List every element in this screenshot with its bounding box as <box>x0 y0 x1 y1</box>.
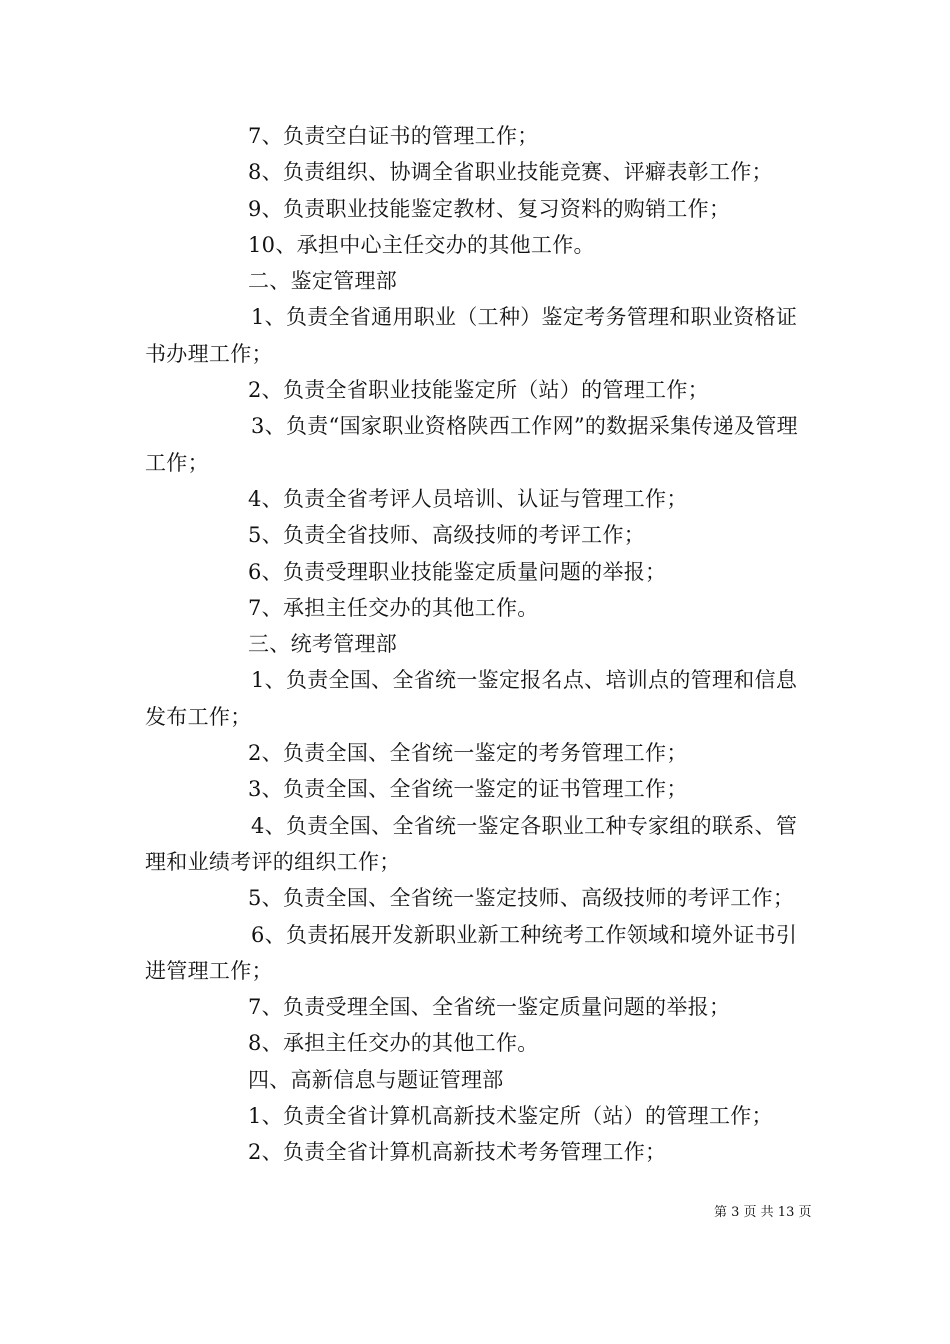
paragraph: 7、承担主任交办的其他工作。 <box>248 595 539 620</box>
paragraph: 二、鉴定管理部 <box>248 269 398 294</box>
paragraph: 1、负责全国、全省统一鉴定报名点、培训点的管理和信息发布工作； <box>145 668 798 729</box>
paragraph: 8、承担主任交办的其他工作。 <box>248 1031 539 1056</box>
paragraph: 6、负责拓展开发新职业新工种统考工作领域和境外证书引进管理工作； <box>145 922 798 983</box>
paragraph: 3、负责全国、全省统一鉴定的证书管理工作； <box>248 777 688 802</box>
paragraph: 4、负责全省考评人员培训、认证与管理工作； <box>248 486 688 511</box>
paragraph: 2、负责全省职业技能鉴定所（站）的管理工作； <box>248 378 709 403</box>
paragraph: 8、负责组织、协调全省职业技能竞赛、评癖表彰工作； <box>248 160 773 185</box>
paragraph: 5、负责全国、全省统一鉴定技师、高级技师的考评工作； <box>248 886 795 911</box>
paragraph: 10、承担中心主任交办的其他工作。 <box>248 232 595 257</box>
paragraph: 5、负责全省技师、高级技师的考评工作； <box>248 523 646 548</box>
paragraph: 6、负责受理职业技能鉴定质量问题的举报； <box>248 559 667 584</box>
page-number: 第 3 页 共 13 页 <box>714 1205 812 1220</box>
paragraph: 7、负责空白证书的管理工作； <box>248 124 539 148</box>
paragraph: 7、负责受理全国、全省统一鉴定质量问题的举报； <box>248 995 731 1020</box>
paragraph: 3、负责“国家职业资格陕西工作网”的数据采集传递及管理工作； <box>145 414 798 475</box>
paragraph: 2、负责全国、全省统一鉴定的考务管理工作； <box>248 741 688 766</box>
paragraph: 9、负责职业技能鉴定教材、复习资料的购销工作； <box>248 196 731 221</box>
paragraph: 四、高新信息与题证管理部 <box>248 1067 504 1092</box>
paragraph: 三、统考管理部 <box>248 632 398 657</box>
paragraph: 4、负责全国、全省统一鉴定各职业工种专家组的联系、管理和业绩考评的组织工作； <box>145 813 798 874</box>
paragraph: 1、负责全省计算机高新技术鉴定所（站）的管理工作； <box>248 1104 773 1129</box>
document-body <box>145 118 807 1171</box>
paragraph: 1、负责全省通用职业（工种）鉴定考务管理和职业资格证书办理工作； <box>145 305 798 366</box>
paragraph: 2、负责全省计算机高新技术考务管理工作； <box>248 1140 667 1165</box>
